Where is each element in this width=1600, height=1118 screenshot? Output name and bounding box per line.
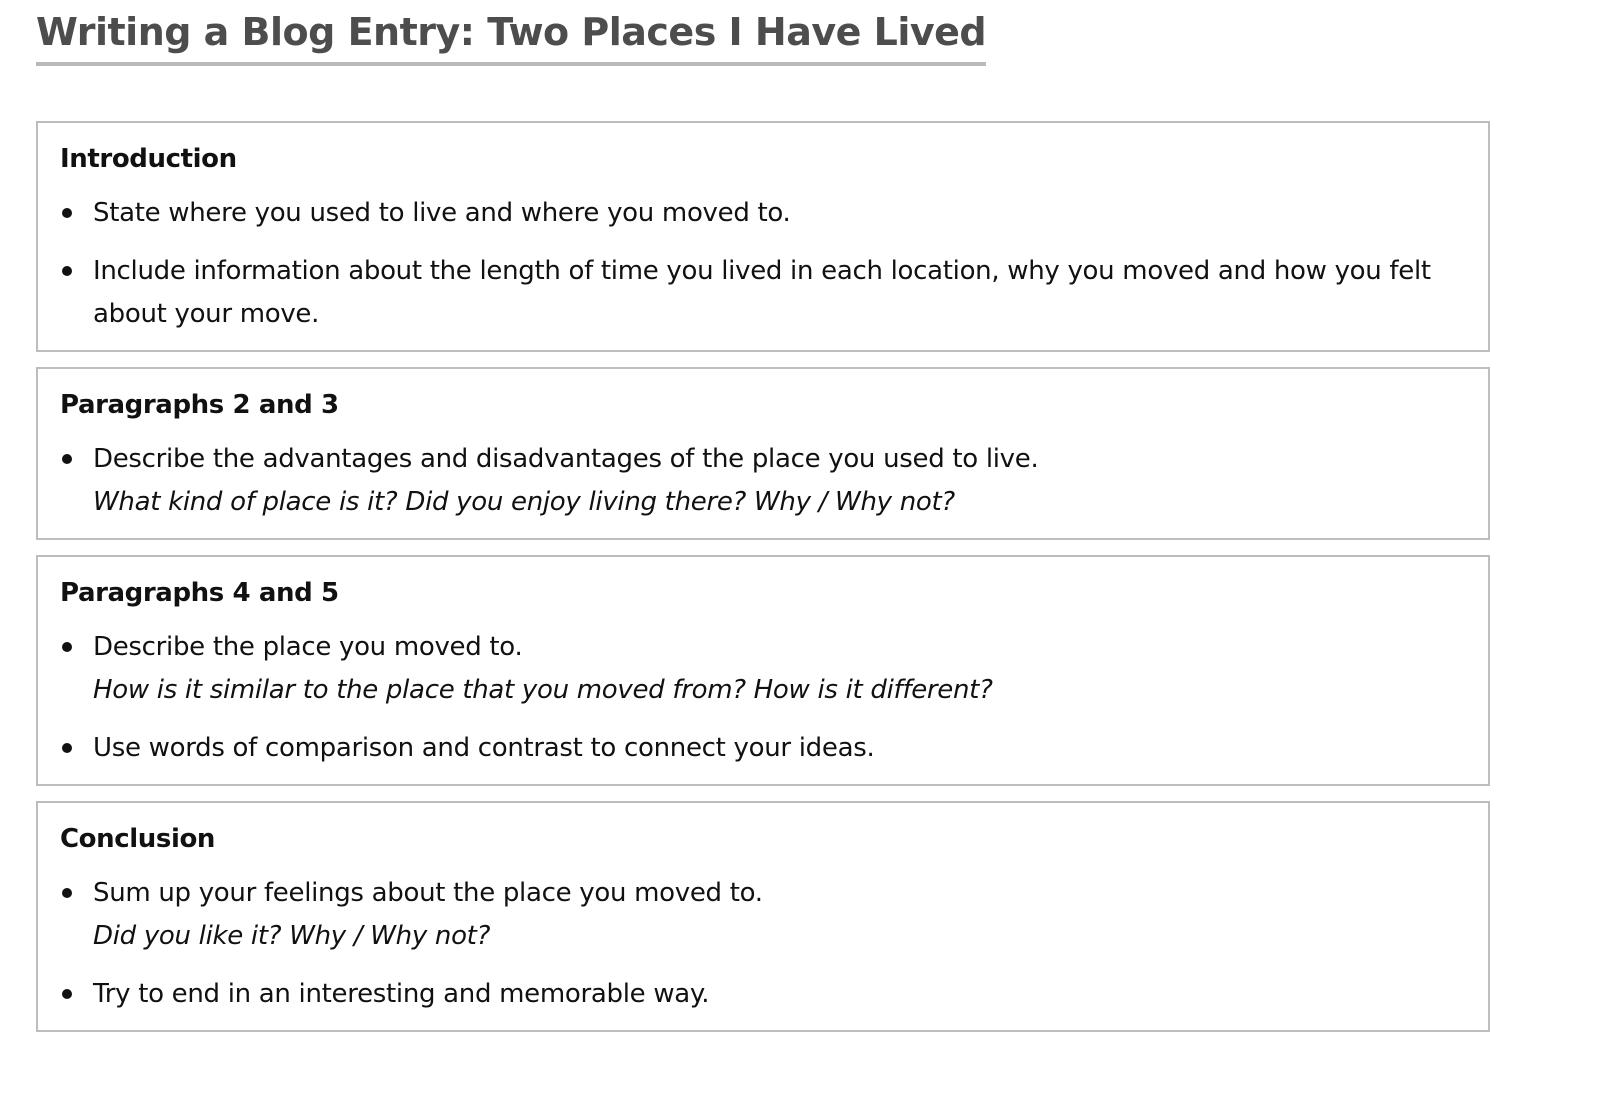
bullet-list [60, 626, 1466, 770]
section-paragraphs-2-3 [36, 367, 1490, 540]
bullet-list [60, 192, 1466, 336]
bullet-icon [62, 989, 72, 999]
page-title: Writing a Blog Entry: Two Places I Have Lived [36, 6, 986, 66]
bullet-icon [62, 454, 72, 464]
section-heading: Conclusion [60, 824, 216, 854]
bullet-list [60, 872, 1466, 1016]
section-introduction [36, 121, 1490, 352]
bullet-list [60, 438, 1466, 524]
list-item [60, 438, 1466, 524]
bullet-text: Describe the advantages and disadvantages of the place you used to live. [93, 444, 1039, 474]
list-item [60, 192, 1466, 235]
bullet-text: State where you used to live and where you moved to. [93, 198, 791, 228]
list-item [60, 872, 1466, 958]
section-paragraphs-4-5 [36, 555, 1490, 786]
bullet-icon [62, 888, 72, 898]
list-item [60, 973, 1466, 1016]
list-item [60, 626, 1466, 712]
list-item [60, 727, 1466, 770]
bullet-icon [62, 743, 72, 753]
bullet-icon [62, 208, 72, 218]
guiding-question: How is it similar to the place that you moved from? How is it different? [93, 675, 993, 705]
guiding-question: Did you like it? Why / Why not? [93, 921, 491, 951]
section-conclusion [36, 801, 1490, 1032]
bullet-text: Include information about the length of time you lived in each location, why you moved and how you felt about your move. [93, 256, 1431, 329]
list-item [60, 250, 1466, 336]
outline-sections [36, 121, 1490, 1047]
section-heading: Paragraphs 2 and 3 [60, 390, 339, 420]
guiding-question: What kind of place is it? Did you enjoy living there? Why / Why not? [93, 487, 955, 517]
bullet-text: Use words of comparison and contrast to connect your ideas. [93, 733, 875, 763]
section-heading: Introduction [60, 144, 237, 174]
bullet-text: Try to end in an interesting and memorable way. [93, 979, 710, 1009]
bullet-icon [62, 266, 72, 276]
bullet-text: Describe the place you moved to. [93, 632, 523, 662]
bullet-text: Sum up your feelings about the place you moved to. [93, 878, 763, 908]
section-heading: Paragraphs 4 and 5 [60, 578, 339, 608]
bullet-icon [62, 642, 72, 652]
